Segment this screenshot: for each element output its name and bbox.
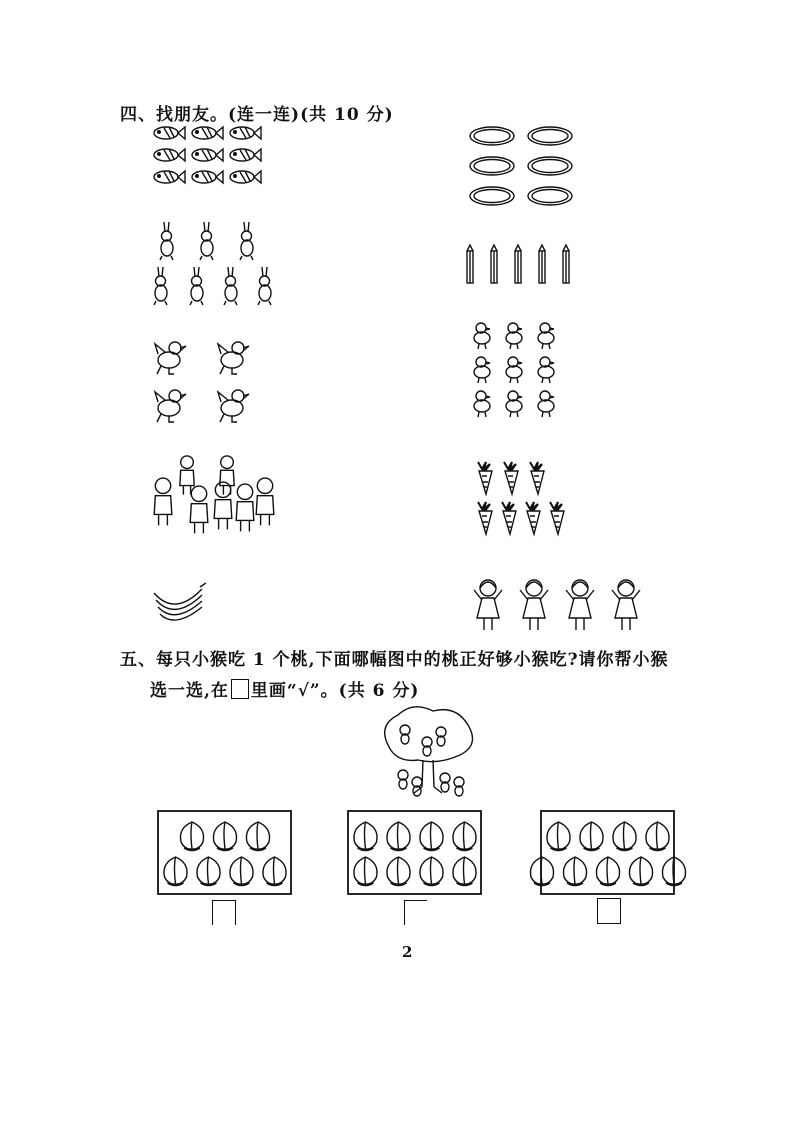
fish xyxy=(154,171,185,183)
bird-icon xyxy=(150,340,260,435)
answer-box-2[interactable] xyxy=(404,900,427,925)
bird xyxy=(218,342,249,374)
chick xyxy=(538,391,554,417)
rabbit xyxy=(224,267,237,305)
monkey xyxy=(454,777,464,796)
girl-icon xyxy=(470,572,645,642)
carrot xyxy=(502,502,516,534)
plate xyxy=(470,187,514,205)
peach xyxy=(530,857,553,886)
banana-group[interactable] xyxy=(150,583,210,633)
tree xyxy=(385,707,473,793)
peach xyxy=(563,857,586,886)
tree-with-monkeys-icon xyxy=(378,705,478,800)
peach xyxy=(646,822,669,851)
plate xyxy=(528,157,572,175)
section5-line1: 五、每只小猴吃 1 个桃,下面哪幅图中的桃正好够小猴吃?请你帮小猴 xyxy=(120,650,669,670)
plate xyxy=(528,187,572,205)
girl-group[interactable] xyxy=(470,572,645,642)
answer-box-1[interactable] xyxy=(212,900,236,925)
monkey xyxy=(422,737,432,756)
chick xyxy=(538,323,554,349)
fish xyxy=(192,149,223,161)
chick xyxy=(506,357,522,383)
carrot xyxy=(504,462,518,494)
children-icon xyxy=(150,455,275,550)
chick xyxy=(474,391,490,417)
children-group[interactable] xyxy=(150,455,275,550)
bird xyxy=(218,390,249,422)
carrot-icon xyxy=(470,460,580,545)
peach xyxy=(420,822,443,851)
peach xyxy=(547,822,570,851)
chick xyxy=(474,357,490,383)
section5-line2-post: 里画“√”。(共 6 分) xyxy=(250,681,420,701)
pencil-icon xyxy=(465,243,575,288)
answer-box-3[interactable] xyxy=(597,898,621,924)
monkey xyxy=(398,770,408,789)
peach xyxy=(596,857,619,886)
child xyxy=(180,456,194,495)
plate-group[interactable] xyxy=(468,123,588,213)
chick xyxy=(474,323,490,349)
carrot xyxy=(550,502,564,534)
girl xyxy=(520,580,548,630)
rabbit-group[interactable] xyxy=(150,222,285,317)
rabbit-icon xyxy=(150,222,285,317)
child xyxy=(190,486,208,533)
rabbit xyxy=(258,267,271,305)
fish xyxy=(230,127,261,139)
carrot-group[interactable] xyxy=(470,460,580,545)
rabbit xyxy=(240,222,253,260)
fish xyxy=(230,149,261,161)
peach xyxy=(387,857,410,886)
bird xyxy=(155,390,186,422)
carrot xyxy=(526,502,540,534)
bird-group[interactable] xyxy=(150,340,260,435)
chick xyxy=(506,323,522,349)
section5-line2-pre: 选一选,在 xyxy=(150,681,229,701)
plate xyxy=(528,127,572,145)
carrot xyxy=(478,462,492,494)
peach-option-1 xyxy=(157,810,292,895)
peach xyxy=(164,857,187,886)
fish xyxy=(154,127,185,139)
pencil xyxy=(539,245,545,283)
girl xyxy=(612,580,640,630)
peach-box-icon xyxy=(540,810,675,895)
fish-icon xyxy=(150,125,270,195)
girl xyxy=(474,580,502,630)
plate xyxy=(470,157,514,175)
fish xyxy=(192,127,223,139)
peach xyxy=(354,822,377,851)
monkey xyxy=(440,773,450,792)
monkey xyxy=(400,725,410,744)
child xyxy=(236,484,254,531)
rabbit xyxy=(160,222,173,260)
peach-option-2 xyxy=(347,810,482,895)
peach xyxy=(453,822,476,851)
girl xyxy=(566,580,594,630)
peach xyxy=(613,822,636,851)
child xyxy=(256,478,274,525)
peach xyxy=(420,857,443,886)
pencil xyxy=(467,245,473,283)
peach xyxy=(629,857,652,886)
monkey xyxy=(436,727,446,746)
plate xyxy=(470,127,514,145)
peach-box-icon xyxy=(157,810,292,895)
peach xyxy=(263,857,286,886)
pencil xyxy=(515,245,521,283)
carrot xyxy=(530,462,544,494)
peach-box-icon xyxy=(347,810,482,895)
fish xyxy=(154,149,185,161)
fish xyxy=(192,171,223,183)
peach xyxy=(387,822,410,851)
child xyxy=(154,478,172,525)
bird xyxy=(155,342,186,374)
chick-icon xyxy=(468,320,578,425)
chick xyxy=(506,391,522,417)
rabbit xyxy=(154,267,167,305)
chick-group[interactable] xyxy=(468,320,578,425)
section4-title: 四、找朋友。(连一连)(共 10 分) xyxy=(120,105,394,125)
peach xyxy=(246,822,269,851)
monkey-tree xyxy=(378,705,478,800)
pencil xyxy=(563,245,569,283)
peach xyxy=(180,822,203,851)
child xyxy=(220,456,234,495)
chick xyxy=(538,357,554,383)
banana-icon xyxy=(150,583,210,633)
carrot xyxy=(478,502,492,534)
rabbit xyxy=(190,267,203,305)
rabbit xyxy=(200,222,213,260)
answer-box-sample xyxy=(231,679,249,699)
peach xyxy=(213,822,236,851)
monkey xyxy=(412,777,422,796)
peach xyxy=(354,857,377,886)
peach-option-3 xyxy=(540,810,675,895)
peach xyxy=(230,857,253,886)
pencil-group[interactable] xyxy=(465,243,575,288)
fish-group[interactable] xyxy=(150,125,270,195)
page-number: 2 xyxy=(402,943,413,961)
peach xyxy=(197,857,220,886)
section5-line2 xyxy=(150,676,419,701)
peach xyxy=(580,822,603,851)
plate-icon xyxy=(468,123,588,213)
pencil xyxy=(491,245,497,283)
banana xyxy=(154,583,206,620)
peach xyxy=(453,857,476,886)
fish xyxy=(230,171,261,183)
